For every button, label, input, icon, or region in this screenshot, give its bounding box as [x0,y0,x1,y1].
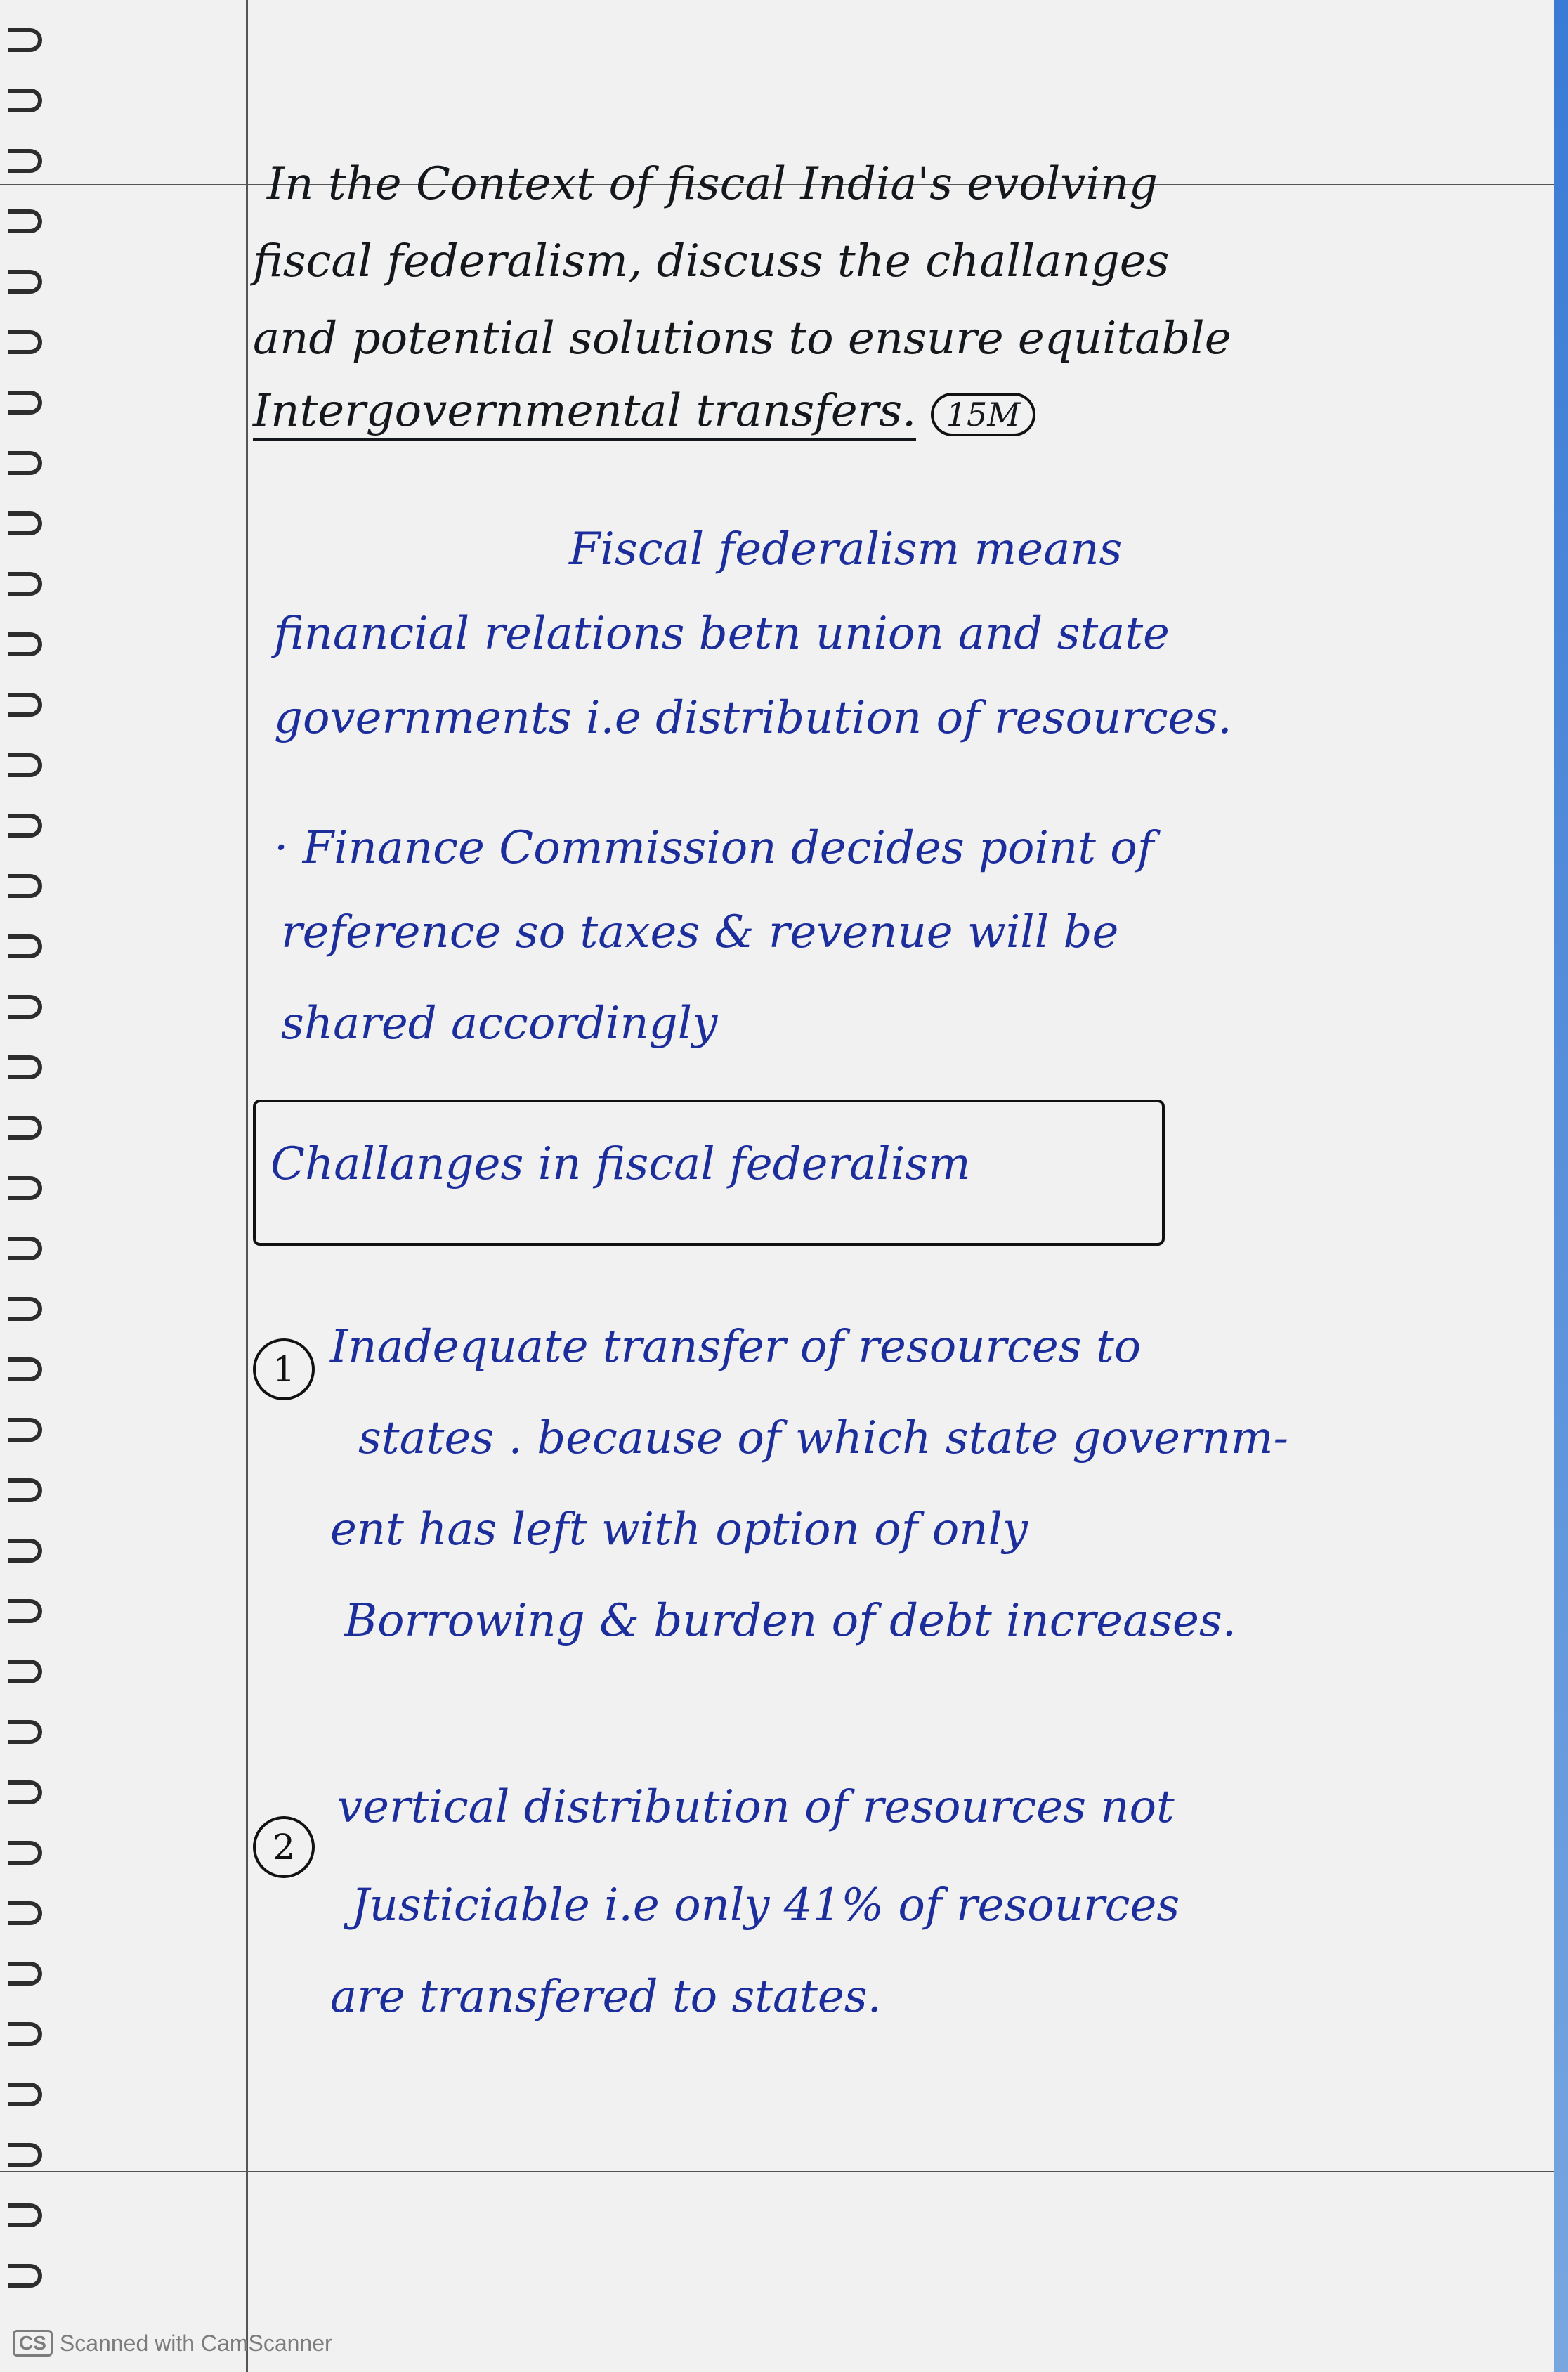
binding-ring [8,693,42,717]
point-2-number: 2 [253,1816,315,1878]
camscanner-logo-icon: CS [13,2330,53,2357]
binding-ring [8,1357,42,1381]
binding-ring [8,209,42,233]
bullet-line-1: · Finance Commission decides point of [274,822,1154,874]
binding-ring [8,814,42,838]
binding-ring [8,753,42,777]
camscanner-watermark [13,2330,332,2357]
camscanner-text: Scanned with CamScanner [59,2330,332,2356]
question-line-4 [253,385,1035,437]
binding-ring [8,1237,42,1260]
binding-ring [8,1418,42,1442]
spiral-binding [0,0,56,2372]
bullet-line-2: reference so taxes & revenue will be [281,906,1119,958]
point2-line-1: vertical distribution of resources not [337,1781,1175,1833]
margin-line [246,0,248,2372]
binding-ring [8,1841,42,1865]
point1-line-3: ent has left with option of only [330,1504,1028,1556]
point1-line-2: states . because of which state governm- [358,1412,1289,1464]
intro-line-2: financial relations betn union and state [274,608,1170,660]
binding-ring [8,451,42,475]
binding-ring [8,1599,42,1623]
point1-line-4: Borrowing & burden of debt increases. [344,1595,1237,1647]
question-line-2: fiscal federalism, discuss the challanges [253,235,1170,287]
point-1-number: 1 [253,1338,315,1400]
bullet-line-3: shared accordingly [281,998,718,1050]
binding-ring [8,1901,42,1925]
challenges-heading: Challanges in fiscal federalism [270,1138,971,1190]
binding-ring [8,2203,42,2227]
binding-ring [8,2083,42,2106]
binding-ring [8,391,42,415]
binding-ring [8,149,42,173]
question-line-4-text: Intergovernmental transfers. [253,385,916,441]
binding-ring [8,511,42,535]
binding-ring [8,2264,42,2288]
binding-ring [8,1116,42,1140]
binding-ring [8,2022,42,2046]
intro-line-1: Fiscal federalism means [569,523,1123,575]
binding-ring [8,572,42,596]
binding-ring [8,1962,42,1986]
binding-ring [8,270,42,294]
binding-ring [8,934,42,958]
marks-badge: 15M [931,393,1036,436]
point1-line-1: Inadequate transfer of resources to [330,1321,1142,1373]
binding-ring [8,874,42,898]
question-line-3: and potential solutions to ensure equitable [253,313,1231,365]
point2-line-3: are transfered to states. [330,1971,882,2023]
binding-ring [8,1660,42,1683]
binding-ring [8,1720,42,1744]
intro-line-3: governments i.e distribution of resources. [274,692,1232,744]
point2-line-2: Justiciable i.e only 41% of resources [351,1879,1180,1931]
binding-ring [8,1780,42,1804]
page-edge-strip [1554,0,1568,2372]
binding-ring [8,1297,42,1321]
binding-ring [8,1539,42,1563]
binding-ring [8,89,42,112]
question-line-1: In the Context of fiscal India's evolving [267,158,1158,210]
binding-ring [8,2143,42,2167]
binding-ring [8,28,42,52]
binding-ring [8,995,42,1019]
binding-ring [8,1478,42,1502]
binding-ring [8,1176,42,1200]
binding-ring [8,1055,42,1079]
bottom-rule-line [0,2171,1568,2172]
binding-ring [8,330,42,354]
binding-ring [8,632,42,656]
